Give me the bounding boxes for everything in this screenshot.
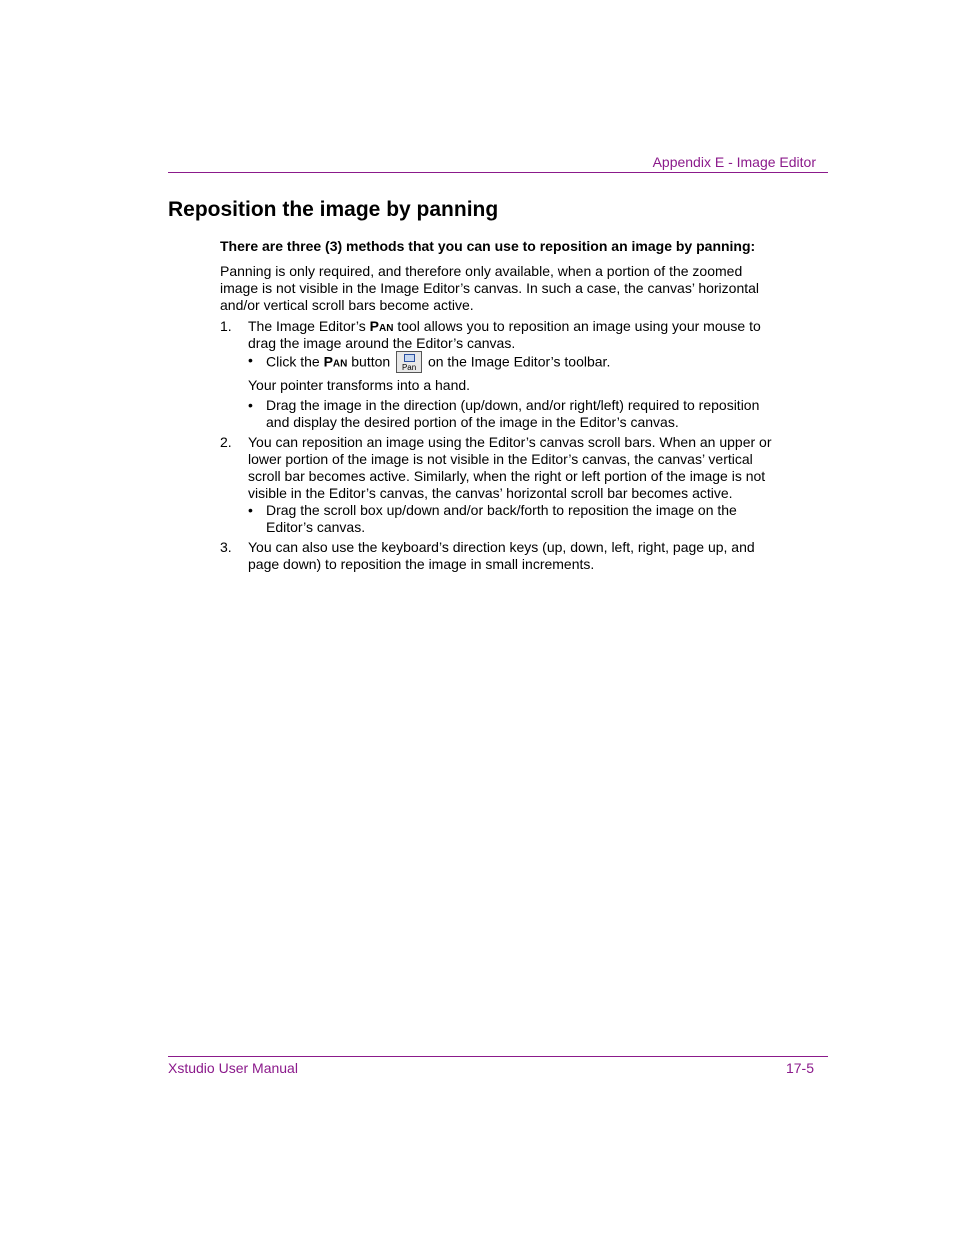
step-text: You can also use the keyboard’s direction keys (up, down, left, right, page up, and page down) to reposition the image in small increments. bbox=[248, 539, 755, 572]
step-number: 1. bbox=[220, 318, 232, 334]
pan-button[interactable] bbox=[396, 351, 422, 373]
main-content bbox=[220, 238, 780, 576]
step-3 bbox=[220, 539, 780, 573]
header-rule bbox=[168, 172, 828, 173]
description-paragraph: Panning is only required, and therefore only available, when a portion of the zoomed image is not visible in the Image Editor’s canvas. In such a case, the canvas’ horizontal and/or vertical scroll bars become active. bbox=[220, 263, 760, 313]
step-1-bullet-click: • Click the Pan button Pan on the Image Editor’s toolbar. bbox=[248, 352, 611, 372]
step-text: The Image Editor’s Pan tool allows you to reposition an image using your mouse to drag the image around the Editor’s canvas. bbox=[248, 318, 761, 351]
step-1-note: Your pointer transforms into a hand. bbox=[248, 377, 471, 393]
footer-manual-title: Xstudio User Manual bbox=[168, 1060, 298, 1076]
step-text: You can reposition an image using the Editor’s canvas scroll bars. When an upper or lower portion of the image is not visible in the Editor’s canvas, the canvas’ vertical scroll bar becomes active. Similarly, when the right or left portion of the image is not visible in the Editor’s canvas, the canvas’ horizontal scroll bar becomes active. bbox=[248, 434, 772, 501]
bullet-dot: • bbox=[248, 502, 253, 518]
header-section-title: Appendix E - Image Editor bbox=[652, 154, 816, 170]
step-1-bullet-drag: • Drag the image in the direction (up/down, and/or right/left) required to reposition and display the desired portion of the image in the Editor’s canvas. bbox=[248, 397, 760, 430]
step-2 bbox=[220, 434, 780, 536]
pan-hand-icon bbox=[404, 354, 415, 362]
footer-rule bbox=[168, 1056, 828, 1057]
intro-text: There are three (3) methods that you can use to reposition an image by panning: bbox=[220, 238, 756, 254]
bullet-dot: • bbox=[248, 397, 253, 413]
page-title: Reposition the image by panning bbox=[168, 198, 499, 221]
pan-tool-name: Pan bbox=[369, 318, 394, 334]
step-2-bullet: • Drag the scroll box up/down and/or back/forth to reposition the image on the Editor’s canvas. bbox=[248, 502, 737, 535]
step-1 bbox=[220, 318, 780, 431]
step-number: 2. bbox=[220, 434, 232, 450]
bullet-dot: • bbox=[248, 352, 253, 368]
footer-page-number: 17-5 bbox=[785, 1060, 814, 1076]
step-number: 3. bbox=[220, 539, 232, 555]
pan-tool-name: Pan bbox=[323, 353, 348, 370]
pan-button-label: Pan bbox=[401, 363, 417, 372]
